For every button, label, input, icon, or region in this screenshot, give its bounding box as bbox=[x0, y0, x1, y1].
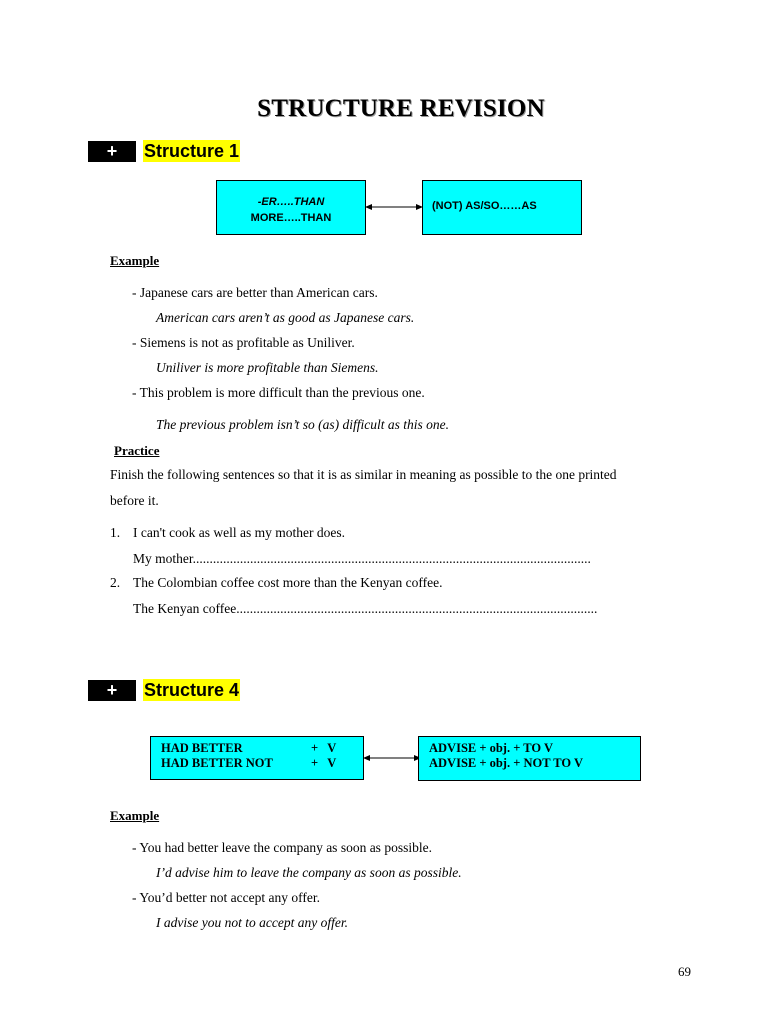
structure-1-heading: Structure 1 bbox=[144, 141, 240, 161]
practice-item-sentence: I can't cook as well as my mother does. bbox=[133, 525, 345, 540]
practice-answer-line: My mother...................................................................................................................... bbox=[133, 551, 591, 566]
example-heading-1: Example bbox=[110, 253, 160, 268]
example-rewrite: American cars aren’t as good as Japanese cars. bbox=[156, 310, 415, 325]
equality-box bbox=[422, 180, 582, 235]
example-rewrite: Uniliver is more profitable than Siemens. bbox=[156, 360, 379, 375]
plus-v-text: + V bbox=[311, 756, 337, 770]
comparative-box bbox=[216, 180, 366, 235]
double-arrow-icon bbox=[362, 749, 422, 767]
plus-marker: + bbox=[88, 680, 136, 701]
plus-v-text: + V bbox=[311, 741, 337, 755]
advise-box bbox=[418, 736, 641, 781]
comparative-er-line: -ER…..THAN bbox=[257, 196, 325, 208]
practice-instruction: Finish the following sentences so that it is as similar in meaning as possible to the one printed bbox=[110, 467, 617, 482]
example-heading-4: Example bbox=[110, 808, 160, 823]
double-arrow-icon bbox=[364, 198, 424, 216]
page-title: STRUCTURE REVISION bbox=[257, 95, 545, 122]
example-sentence: - Japanese cars are better than American cars. bbox=[132, 285, 378, 300]
practice-instruction: before it. bbox=[110, 493, 159, 508]
equality-text: (NOT) AS/SO……AS bbox=[432, 200, 537, 212]
had-better-box bbox=[150, 736, 364, 780]
example-rewrite: I’d advise him to leave the company as soon as possible. bbox=[156, 865, 462, 880]
example-sentence: - This problem is more difficult than the previous one. bbox=[132, 385, 425, 400]
example-sentence: - You had better leave the company as soon as possible. bbox=[132, 840, 432, 855]
plus-marker: + bbox=[88, 141, 136, 162]
had-better-not-text: HAD BETTER NOT bbox=[161, 756, 273, 770]
example-sentence: - You’d better not accept any offer. bbox=[132, 890, 320, 905]
advise-not-to-text: ADVISE + obj. + NOT TO V bbox=[429, 756, 583, 770]
practice-item-number: 2. bbox=[110, 575, 121, 590]
had-better-text: HAD BETTER bbox=[161, 741, 243, 755]
practice-answer-line: The Kenyan coffee........................................................................................................... bbox=[133, 601, 598, 616]
page-number: 69 bbox=[678, 964, 691, 979]
example-rewrite: I advise you not to accept any offer. bbox=[156, 915, 348, 930]
advise-to-text: ADVISE + obj. + TO V bbox=[429, 741, 554, 755]
example-rewrite: The previous problem isn’t so (as) difficult as this one. bbox=[156, 417, 449, 432]
practice-item-sentence: The Colombian coffee cost more than the Kenyan coffee. bbox=[133, 575, 443, 590]
practice-heading: Practice bbox=[114, 443, 160, 458]
comparative-more-line: MORE…..THAN bbox=[250, 212, 332, 224]
practice-item-number: 1. bbox=[110, 525, 121, 540]
example-sentence: - Siemens is not as profitable as Uniliver. bbox=[132, 335, 355, 350]
structure-4-heading: Structure 4 bbox=[144, 680, 240, 700]
